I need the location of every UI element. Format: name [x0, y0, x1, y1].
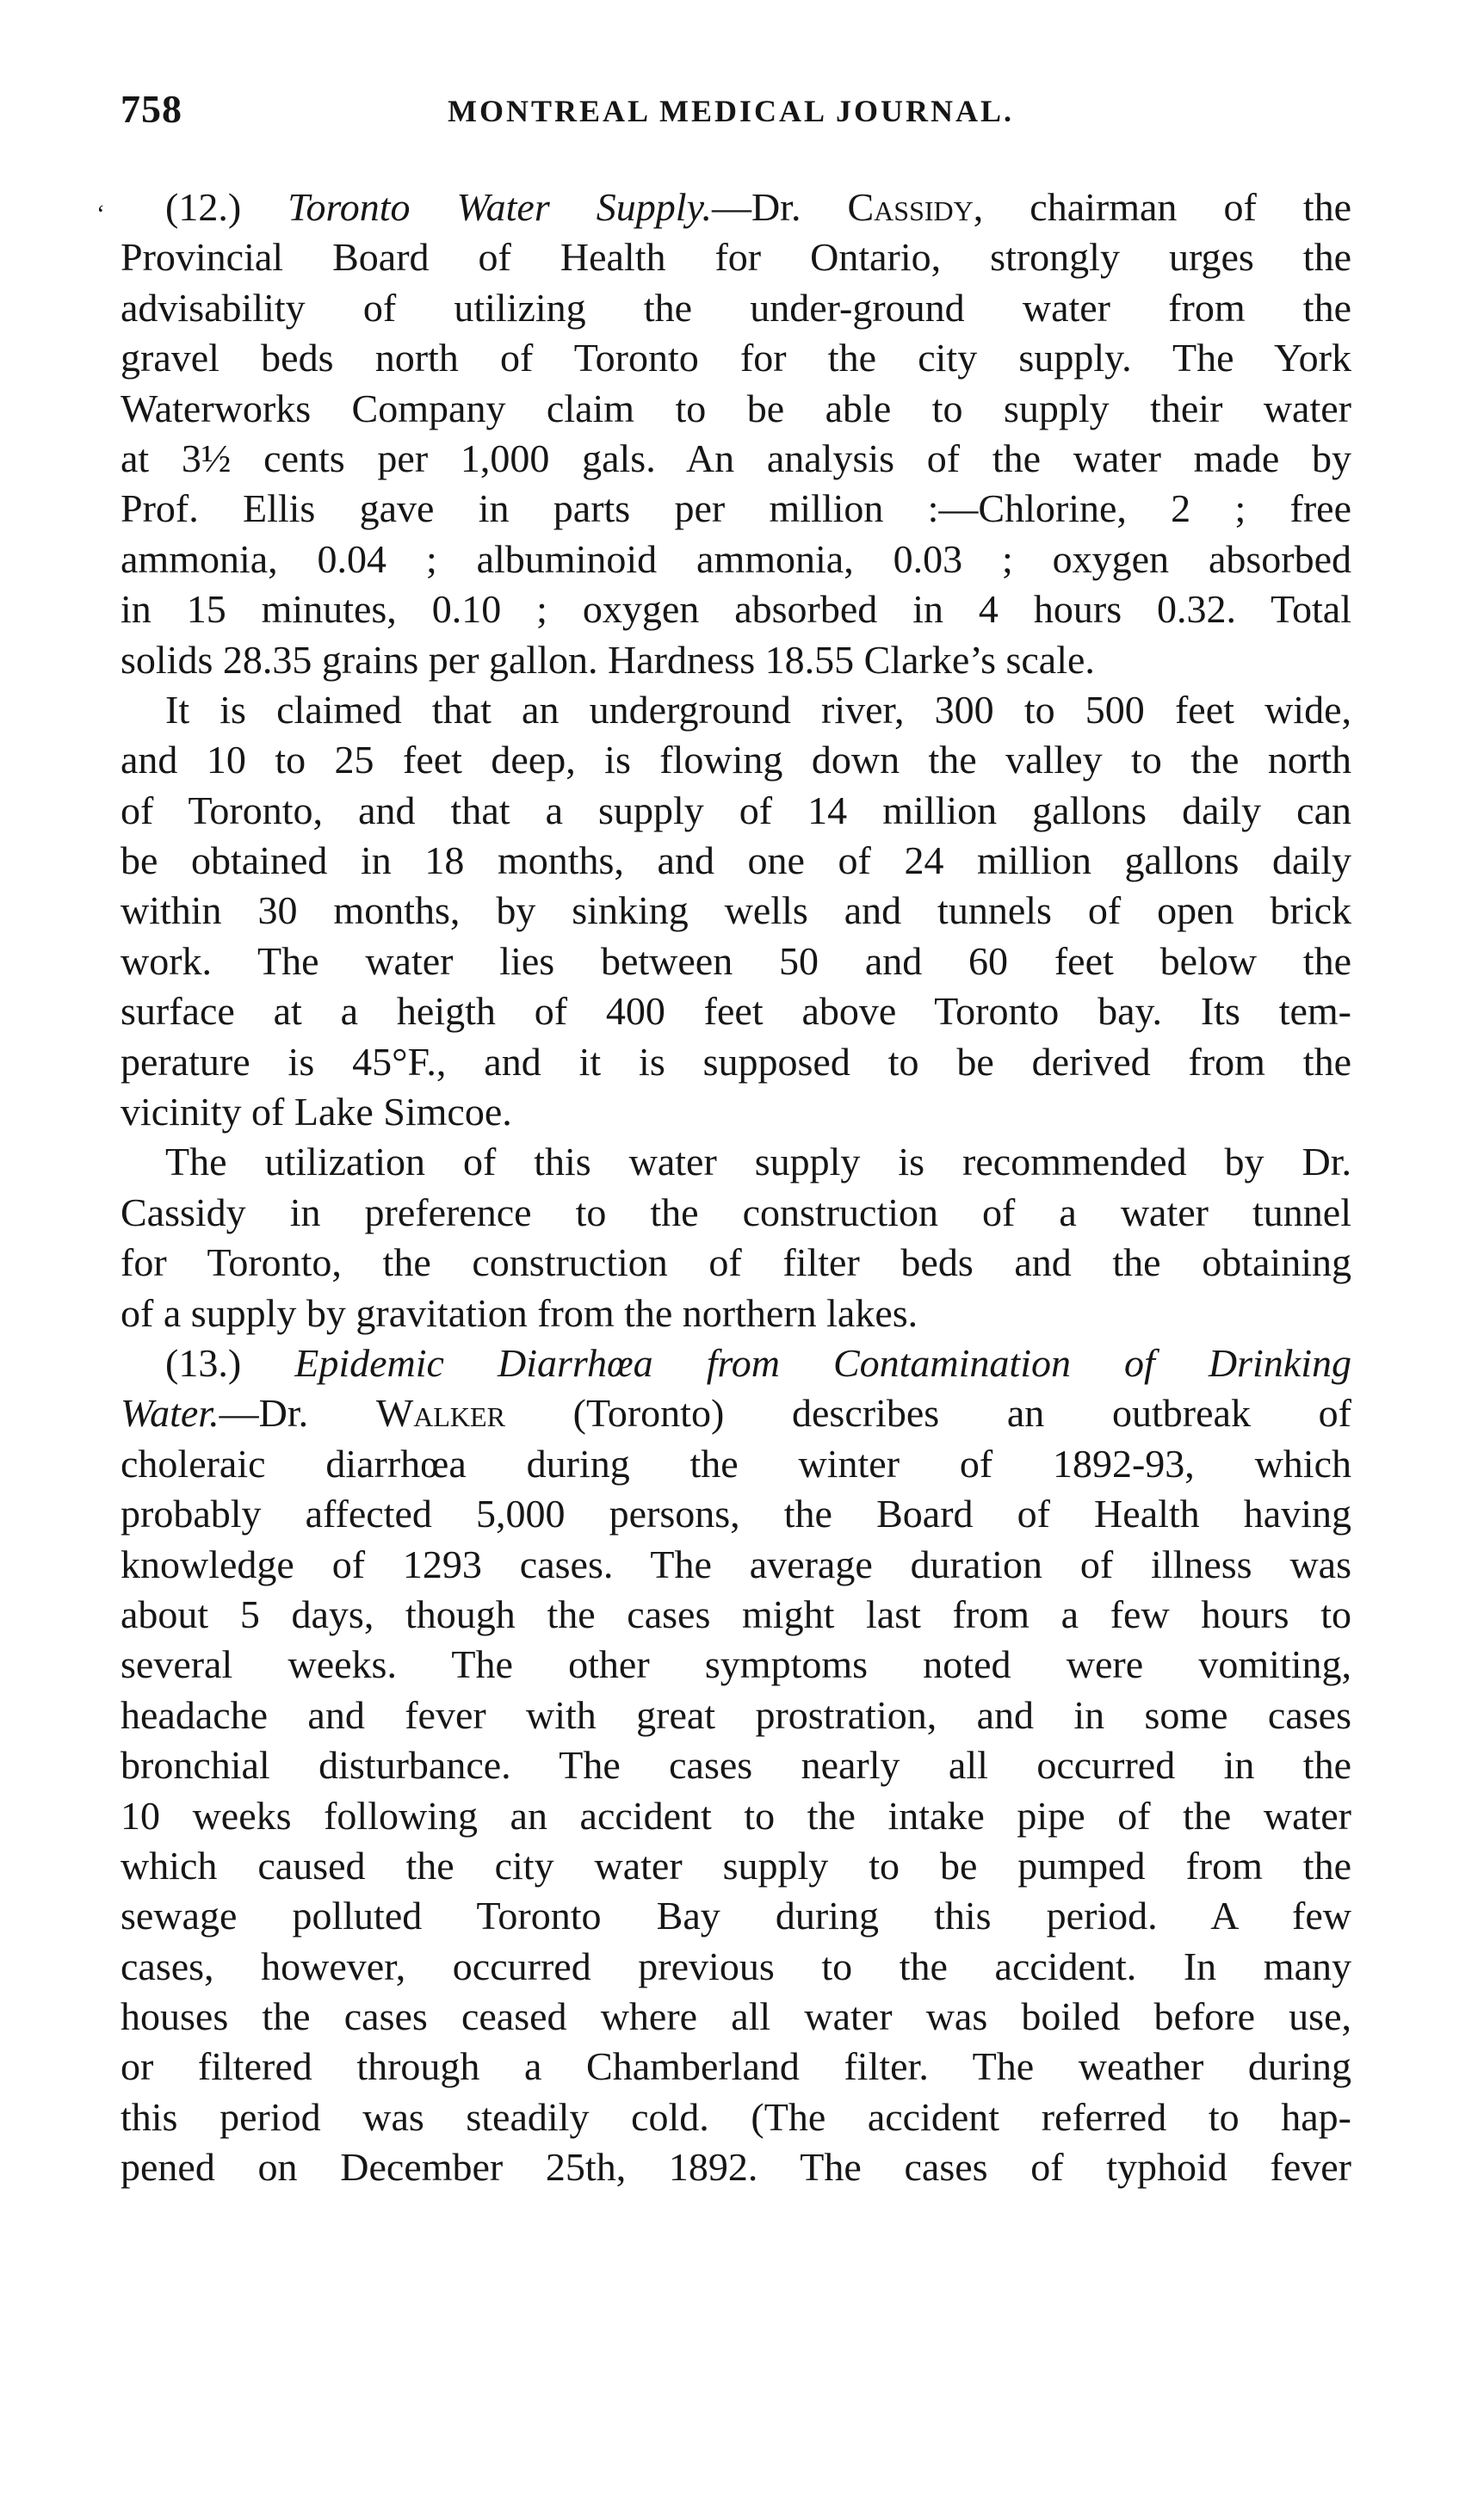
section-13 — [121, 1338, 1351, 2193]
text-line — [121, 1388, 1351, 1438]
text-line: at 3½ cents per 1,000 gals. An analysis of the water made by — [121, 436, 1351, 480]
text-line: and 10 to 25 feet deep, is flowing down the valley to the north — [121, 738, 1351, 782]
text-line: The utilization of this water supply is recommended by Dr. — [165, 1140, 1351, 1184]
text-line: Provincial Board of Health for Ontario, strongly urges the — [121, 235, 1351, 280]
article-body — [121, 182, 1351, 2193]
text-line: cases, however, occurred previous to the accident. In many — [121, 1944, 1351, 1988]
text-line — [121, 182, 1351, 232]
section-12 — [121, 182, 1351, 1338]
text-line: perature is 45°F., and it is supposed to be derived from the — [121, 1039, 1351, 1084]
text-line: ammonia, 0.04 ; albuminoid ammonia, 0.03 ; oxygen absorbed — [121, 536, 1351, 581]
page-header — [121, 86, 1360, 146]
section-title: Toronto Water Supply. — [288, 185, 712, 229]
text-line: surface at a heigth of 400 feet above Toronto bay. Its tem- — [121, 989, 1351, 1034]
section-title: Epidemic Diarrhœa from Contamination of Drinking — [294, 1340, 1351, 1385]
margin-mark: ‘ — [96, 200, 105, 228]
text-line: choleraic diarrhœa during the winter of 1892-93, which — [121, 1441, 1351, 1486]
text-line: work. The water lies between 50 and 60 feet below the — [121, 938, 1351, 983]
text-line: advisability of utilizing the under-ground water from the — [121, 285, 1351, 330]
text-line: or filtered through a Chamberland filter. The weather during — [121, 2044, 1351, 2089]
text-line: solids 28.35 grains per gallon. Hardness 18.55 Clarke’s scale. — [121, 637, 1095, 682]
text-line: gravel beds north of Toronto for the city supply. The York — [121, 336, 1351, 380]
section-number: (13.) — [165, 1340, 242, 1385]
text-line: of Toronto, and that a supply of 14 million gallons daily can — [121, 788, 1351, 832]
line-text: (Toronto) describes an outbreak of — [504, 1391, 1351, 1436]
text-line: bronchial disturbance. The cases nearly all occurred in the — [121, 1743, 1351, 1788]
dash-text: —Dr. — [219, 1391, 376, 1436]
text-line: pened on December 25th, 1892. The cases of typhoid fever — [121, 2145, 1351, 2190]
text-line: vicinity of Lake Simcoe. — [121, 1090, 512, 1134]
running-title: MONTREAL MEDICAL JOURNAL. — [448, 94, 1015, 128]
text-line: in 15 minutes, 0.10 ; oxygen absorbed in 4 hours 0.32. Total — [121, 587, 1351, 632]
text-line: which caused the city water supply to be pumped from the — [121, 1843, 1351, 1888]
text-line: for Toronto, the construction of filter beds and the obtaining — [121, 1240, 1351, 1285]
text-line: knowledge of 1293 cases. The average duration of illness was — [121, 1542, 1351, 1586]
text-line: of a supply by gravitation from the northern lakes. — [121, 1290, 918, 1335]
text-line: Cassidy in preference to the construction of a water tunnel — [121, 1190, 1351, 1234]
text-line: It is claimed that an underground river, 300 to 500 feet wide, — [165, 687, 1351, 732]
author-name: Cassidy — [847, 185, 974, 229]
section-title-continued: Water. — [121, 1391, 220, 1436]
text-line: houses the cases ceased where all water was boiled before use, — [121, 1994, 1351, 2039]
line-text: , chairman of the — [973, 185, 1351, 229]
author-name: Walker — [375, 1391, 505, 1436]
text-line: sewage polluted Toronto Bay during this period. A few — [121, 1894, 1351, 1938]
text-line: this period was steadily cold. (The accident referred to hap- — [121, 2094, 1351, 2139]
section-number: (12.) — [165, 185, 242, 229]
text-line: be obtained in 18 months, and one of 24 million gallons daily — [121, 838, 1351, 883]
text-line: headache and fever with great prostration, and in some cases — [121, 1692, 1351, 1737]
text-line: several weeks. The other symptoms noted were vomiting, — [121, 1642, 1351, 1687]
text-line: Prof. Ellis gave in parts per million :—Chlorine, 2 ; free — [121, 486, 1351, 531]
text-line: about 5 days, though the cases might last from a few hours to — [121, 1592, 1351, 1636]
text-line: probably affected 5,000 persons, the Board of Health having — [121, 1492, 1351, 1536]
text-line — [121, 1338, 1351, 1388]
page-number: 758 — [121, 87, 182, 131]
text-line: 10 weeks following an accident to the intake pipe of the water — [121, 1793, 1351, 1838]
text-line: within 30 months, by sinking wells and tunnels of open brick — [121, 888, 1351, 933]
text-line: Waterworks Company claim to be able to supply their water — [121, 386, 1351, 430]
dash-text: —Dr. — [711, 185, 848, 229]
